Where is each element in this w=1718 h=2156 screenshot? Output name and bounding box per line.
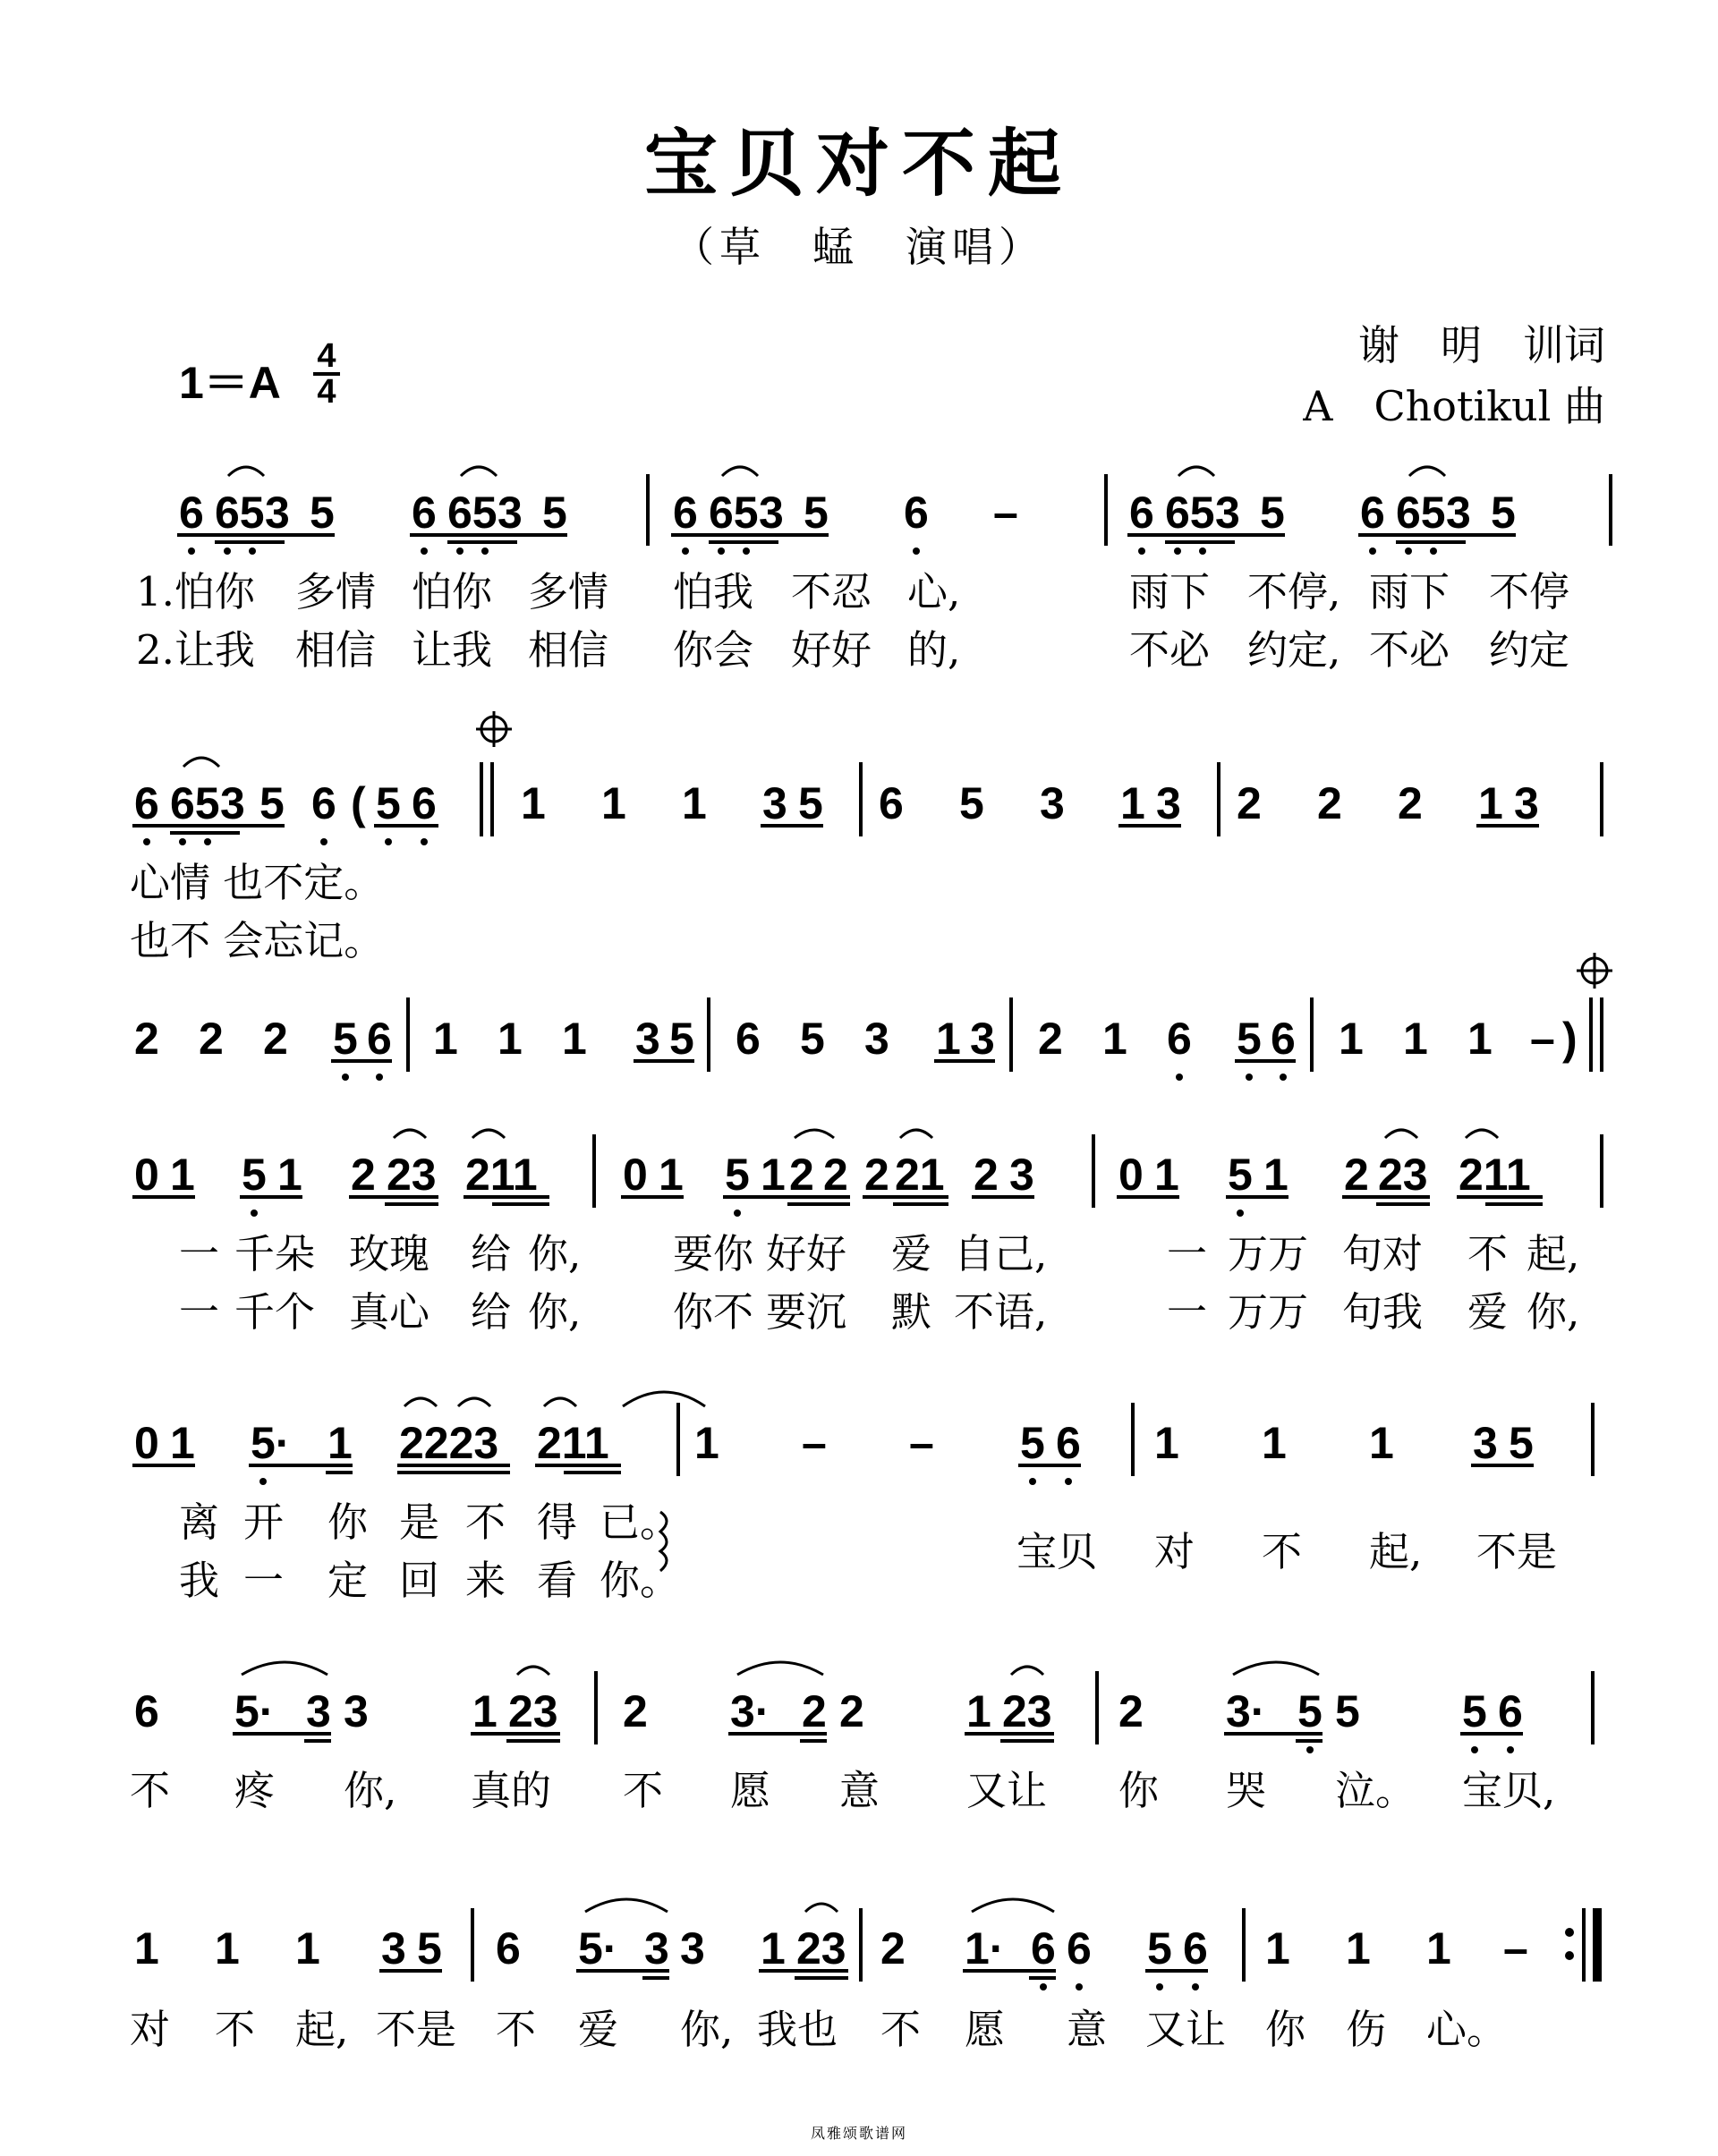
svg-text:5: 5 bbox=[1297, 1686, 1323, 1736]
svg-text:1: 1 bbox=[562, 1014, 587, 1064]
svg-text:6: 6 bbox=[1129, 488, 1154, 538]
song-title: 宝贝对不起 bbox=[643, 121, 1074, 207]
line-2-dots bbox=[143, 838, 428, 845]
svg-text:5: 5 bbox=[1228, 1150, 1253, 1200]
svg-text:23: 23 bbox=[508, 1686, 558, 1736]
svg-text:6: 6 bbox=[1360, 488, 1385, 538]
lyric-word: 不是 bbox=[376, 2006, 457, 2053]
lyric-word: 一 bbox=[179, 1288, 220, 1336]
lyric-word: 定 bbox=[327, 1557, 369, 1604]
svg-text:2: 2 bbox=[880, 1923, 906, 1974]
svg-text:0: 0 bbox=[134, 1150, 159, 1200]
svg-text:–: – bbox=[1530, 1014, 1555, 1064]
lyric-word: 哭 bbox=[1226, 1767, 1267, 1814]
svg-text:6: 6 bbox=[736, 1014, 761, 1064]
svg-text:0: 0 bbox=[1118, 1150, 1144, 1200]
svg-text:1: 1 bbox=[134, 1923, 159, 1974]
svg-text:–: – bbox=[909, 1418, 934, 1468]
svg-text:1: 1 bbox=[1467, 1014, 1493, 1064]
svg-text:1: 1 bbox=[1369, 1418, 1394, 1468]
lyric-word: 怕我 bbox=[673, 568, 754, 615]
svg-text:23: 23 bbox=[1002, 1686, 1052, 1736]
lyrics-line-2-verse-1: 心情 也不定。 bbox=[130, 859, 385, 906]
svg-text:6: 6 bbox=[1271, 1014, 1296, 1064]
svg-text:2223: 2223 bbox=[399, 1418, 499, 1468]
svg-text:5: 5 bbox=[1509, 1418, 1534, 1468]
lyric-word: 你会 bbox=[673, 626, 754, 674]
lyric-word: 我 bbox=[179, 1557, 220, 1604]
lyric-word: 对 bbox=[130, 2006, 171, 2053]
svg-text:5: 5 bbox=[798, 778, 823, 828]
svg-text:3: 3 bbox=[1009, 1150, 1034, 1200]
svg-text:6: 6 bbox=[1067, 1923, 1092, 1974]
score-line-2 bbox=[134, 778, 1539, 828]
lyric-word: 不停, bbox=[1247, 568, 1341, 615]
svg-text:3: 3 bbox=[970, 1014, 995, 1064]
svg-text:1: 1 bbox=[295, 1923, 320, 1974]
svg-text:–: – bbox=[993, 488, 1018, 538]
lyric-word: 来 bbox=[465, 1557, 506, 1604]
lyric-word: 约定 bbox=[1489, 626, 1570, 674]
svg-text:65: 65 bbox=[709, 488, 759, 538]
svg-text:5: 5 bbox=[310, 488, 335, 538]
lyric-word: 已。 bbox=[600, 1498, 681, 1546]
lyric-word: 又让 bbox=[1145, 2006, 1227, 2053]
lyric-word: 开 bbox=[243, 1498, 285, 1546]
lyric-word: 不必 bbox=[1129, 626, 1211, 674]
svg-text:1: 1 bbox=[1265, 1923, 1290, 1974]
svg-text:211: 211 bbox=[1459, 1150, 1531, 1200]
svg-text:2: 2 bbox=[1344, 1150, 1369, 1200]
svg-text:3: 3 bbox=[680, 1923, 705, 1974]
svg-text:3: 3 bbox=[864, 1014, 889, 1064]
lyric-word: 你 bbox=[1118, 1767, 1160, 1814]
svg-text:6: 6 bbox=[1183, 1923, 1208, 1974]
lyric-word: 雨下 bbox=[1129, 568, 1211, 615]
svg-text:3: 3 bbox=[381, 1923, 406, 1974]
svg-text:5: 5 bbox=[1260, 488, 1285, 538]
lyric-word: 得 bbox=[537, 1498, 578, 1546]
lyric-word: 伤 bbox=[1346, 2006, 1387, 2053]
svg-text:1: 1 bbox=[682, 778, 707, 828]
svg-text:5: 5 bbox=[1237, 1014, 1262, 1064]
svg-text:–: – bbox=[802, 1418, 827, 1468]
lyric-word: 心, bbox=[907, 568, 961, 615]
lyric-word: 不是 bbox=[1476, 1528, 1558, 1575]
svg-text:1: 1 bbox=[472, 1686, 498, 1736]
footer-watermark: 凤雅颂歌谱网 bbox=[810, 2125, 907, 2142]
score-line-1 bbox=[179, 488, 1516, 538]
svg-text:5: 5 bbox=[1147, 1923, 1172, 1974]
lyric-word: 自己, bbox=[954, 1230, 1048, 1277]
lyric-word: 又让 bbox=[966, 1767, 1048, 1814]
lyric-word: 一 bbox=[243, 1557, 285, 1604]
svg-text:5: 5 bbox=[800, 1014, 825, 1064]
lyric-word: 不 bbox=[465, 1498, 506, 1546]
svg-text:0: 0 bbox=[134, 1418, 159, 1468]
key-signature: 1＝A bbox=[179, 358, 281, 408]
svg-text:3: 3 bbox=[220, 778, 245, 828]
lyric-word: 回 bbox=[399, 1557, 440, 1604]
svg-text:23: 23 bbox=[1378, 1150, 1428, 1200]
score-line-5 bbox=[134, 1418, 1534, 1468]
svg-text:5: 5 bbox=[959, 778, 984, 828]
lyric-word: 不 bbox=[215, 2006, 256, 2053]
svg-text:1: 1 bbox=[1154, 1418, 1179, 1468]
lyricist-credit: 谢 明 训词 bbox=[1358, 321, 1605, 369]
svg-text:65: 65 bbox=[170, 778, 220, 828]
svg-text:6: 6 bbox=[367, 1014, 392, 1064]
score-line-4 bbox=[134, 1150, 1531, 1200]
svg-text:6: 6 bbox=[1031, 1923, 1056, 1974]
svg-text:5: 5 bbox=[259, 778, 285, 828]
line-2-slur bbox=[183, 711, 512, 767]
lyric-word: 好好 bbox=[766, 1230, 847, 1277]
svg-text:3: 3 bbox=[306, 1686, 331, 1736]
svg-text:2: 2 bbox=[1237, 778, 1262, 828]
svg-text:5: 5 bbox=[242, 1150, 267, 1200]
score-line-6 bbox=[134, 1686, 1523, 1736]
svg-text:2: 2 bbox=[199, 1014, 224, 1064]
lyric-word: 不 bbox=[130, 1767, 171, 1814]
svg-text:21: 21 bbox=[895, 1150, 945, 1200]
score-line-7 bbox=[134, 1923, 1528, 1974]
lyric-word: 不 bbox=[1262, 1528, 1303, 1575]
lyric-word: 不忍 bbox=[791, 568, 872, 615]
svg-text:5·: 5· bbox=[234, 1686, 275, 1736]
lyric-word: 1.怕你 bbox=[136, 568, 255, 615]
svg-text:3·: 3· bbox=[730, 1686, 770, 1736]
svg-text:6: 6 bbox=[1056, 1418, 1081, 1468]
svg-text:65: 65 bbox=[1396, 488, 1446, 538]
svg-text:1: 1 bbox=[1262, 1418, 1287, 1468]
svg-text:1: 1 bbox=[215, 1923, 240, 1974]
svg-text:2: 2 bbox=[864, 1150, 889, 1200]
lyric-word: 不必 bbox=[1369, 626, 1450, 674]
lyric-word: 意 bbox=[839, 1767, 880, 1814]
lyric-word: 你 bbox=[1265, 2006, 1306, 2053]
lyric-word: 一 bbox=[1167, 1230, 1208, 1277]
svg-text:1: 1 bbox=[1403, 1014, 1428, 1064]
lyric-word: 要你 bbox=[673, 1230, 754, 1277]
svg-text:6: 6 bbox=[904, 488, 929, 538]
svg-text:1: 1 bbox=[936, 1014, 961, 1064]
lyric-word: 爱 bbox=[891, 1230, 932, 1277]
svg-text:1: 1 bbox=[1339, 1014, 1364, 1064]
svg-text:6: 6 bbox=[311, 778, 336, 828]
svg-text:1: 1 bbox=[659, 1150, 684, 1200]
svg-text:65: 65 bbox=[447, 488, 498, 538]
svg-text:3: 3 bbox=[1156, 778, 1181, 828]
svg-text:3: 3 bbox=[1215, 488, 1240, 538]
svg-text:3: 3 bbox=[644, 1923, 669, 1974]
svg-text:1: 1 bbox=[1426, 1923, 1451, 1974]
lyric-word: 起, bbox=[1369, 1528, 1423, 1575]
svg-text:2: 2 bbox=[1118, 1686, 1144, 1736]
svg-text:3: 3 bbox=[1473, 1418, 1498, 1468]
lyric-word: 宝贝 bbox=[1016, 1528, 1098, 1575]
lyric-word: 的, bbox=[907, 626, 961, 674]
lyric-word: 不 bbox=[880, 2006, 922, 2053]
svg-text:5: 5 bbox=[725, 1150, 750, 1200]
lyric-word: 千朵 bbox=[234, 1230, 316, 1277]
svg-text:3: 3 bbox=[1514, 778, 1539, 828]
svg-text:1: 1 bbox=[327, 1418, 353, 1468]
svg-text:–: – bbox=[1503, 1923, 1528, 1974]
lyric-word: 是 bbox=[399, 1498, 440, 1546]
svg-text:5: 5 bbox=[333, 1014, 358, 1064]
svg-text:5: 5 bbox=[417, 1923, 442, 1974]
lyric-word: 爱 bbox=[1467, 1288, 1509, 1336]
line-1-slurs bbox=[228, 467, 1445, 476]
svg-text:6: 6 bbox=[134, 1686, 159, 1736]
svg-text:23: 23 bbox=[387, 1150, 437, 1200]
svg-text:2: 2 bbox=[263, 1014, 288, 1064]
svg-text:1: 1 bbox=[601, 778, 626, 828]
lyric-word: 真的 bbox=[471, 1767, 552, 1814]
svg-text:1: 1 bbox=[694, 1418, 719, 1468]
lyric-word: 离 bbox=[179, 1498, 220, 1546]
svg-text:2: 2 bbox=[823, 1150, 848, 1200]
lyric-word: 不停 bbox=[1489, 568, 1570, 615]
lyric-word: 要沉 bbox=[766, 1288, 847, 1336]
lyric-word: 起, bbox=[1527, 1230, 1580, 1277]
svg-text:6: 6 bbox=[412, 488, 437, 538]
lyric-word: 一 bbox=[179, 1230, 220, 1277]
lyric-word: 起, bbox=[295, 2006, 349, 2053]
svg-text:2: 2 bbox=[974, 1150, 999, 1200]
lyric-word: 玫瑰 bbox=[349, 1230, 430, 1277]
performer-credit: （草 蜢 演唱） bbox=[673, 223, 1045, 271]
lyric-word: 相信 bbox=[528, 626, 609, 674]
svg-text:5: 5 bbox=[1335, 1686, 1360, 1736]
svg-text:1: 1 bbox=[170, 1418, 195, 1468]
svg-text:1: 1 bbox=[1154, 1150, 1179, 1200]
svg-text:3: 3 bbox=[344, 1686, 369, 1736]
lyric-word: 你, bbox=[528, 1288, 582, 1336]
svg-text:1: 1 bbox=[1263, 1150, 1288, 1200]
svg-text:1: 1 bbox=[498, 1014, 523, 1064]
svg-text:2: 2 bbox=[351, 1150, 376, 1200]
lyric-word: 相信 bbox=[295, 626, 377, 674]
lyric-word: 万万 bbox=[1228, 1230, 1309, 1277]
lyric-word: 愿 bbox=[730, 1767, 771, 1814]
svg-text:2: 2 bbox=[1398, 778, 1423, 828]
svg-text:5: 5 bbox=[1491, 488, 1516, 538]
svg-text:5: 5 bbox=[376, 778, 401, 828]
composer-credit: A Chotikul 曲 bbox=[1303, 382, 1605, 430]
svg-text:2: 2 bbox=[789, 1150, 814, 1200]
svg-text:2: 2 bbox=[623, 1686, 648, 1736]
svg-text:2: 2 bbox=[134, 1014, 159, 1064]
lyric-word: 我也 bbox=[757, 2006, 838, 2053]
svg-text:211: 211 bbox=[465, 1150, 538, 1200]
lyric-word: 愿 bbox=[965, 2006, 1006, 2053]
lyric-word: 你, bbox=[528, 1230, 582, 1277]
svg-text:1: 1 bbox=[966, 1686, 991, 1736]
svg-text:3: 3 bbox=[762, 778, 787, 828]
svg-text:3: 3 bbox=[1446, 488, 1471, 538]
svg-text:5·: 5· bbox=[578, 1923, 618, 1974]
svg-text:3: 3 bbox=[635, 1014, 660, 1064]
svg-text:5·: 5· bbox=[251, 1418, 291, 1468]
svg-text:6: 6 bbox=[496, 1923, 521, 1974]
lyric-word: 你 bbox=[327, 1498, 369, 1546]
svg-text:2: 2 bbox=[802, 1686, 827, 1736]
lyric-word: 2.让我 bbox=[136, 626, 255, 674]
lyric-word: 约定, bbox=[1247, 626, 1341, 674]
lyric-word: 你不 bbox=[673, 1288, 754, 1336]
svg-text:65: 65 bbox=[1165, 488, 1215, 538]
time-signature-top: 4 bbox=[317, 337, 336, 375]
svg-text:1: 1 bbox=[1102, 1014, 1127, 1064]
lyric-word: 宝贝, bbox=[1462, 1767, 1556, 1814]
lyric-word: 给 bbox=[471, 1288, 512, 1336]
lyric-word: 意 bbox=[1067, 2006, 1108, 2053]
svg-text:23: 23 bbox=[796, 1923, 846, 1974]
svg-text:6: 6 bbox=[1167, 1014, 1192, 1064]
line-1-dots bbox=[188, 547, 1437, 555]
svg-text:6: 6 bbox=[673, 488, 698, 538]
svg-text:2: 2 bbox=[1317, 778, 1342, 828]
lyric-word: 万万 bbox=[1228, 1288, 1309, 1336]
svg-text:0: 0 bbox=[623, 1150, 648, 1200]
svg-text:6: 6 bbox=[134, 778, 159, 828]
svg-text:6: 6 bbox=[412, 778, 437, 828]
svg-text:5: 5 bbox=[669, 1014, 694, 1064]
lyric-word: 对 bbox=[1154, 1528, 1195, 1575]
svg-text:2: 2 bbox=[839, 1686, 864, 1736]
lyric-word: 默 bbox=[891, 1288, 932, 1336]
svg-text:3: 3 bbox=[759, 488, 784, 538]
lyrics-line-2-verse-2: 也不 会忘记。 bbox=[130, 917, 385, 964]
svg-text:5: 5 bbox=[1462, 1686, 1487, 1736]
lyric-word: 不 bbox=[496, 2006, 537, 2053]
svg-text:5: 5 bbox=[542, 488, 567, 538]
lyric-word: 不语, bbox=[954, 1288, 1048, 1336]
svg-text:1: 1 bbox=[521, 778, 546, 828]
svg-text:1: 1 bbox=[1346, 1923, 1371, 1974]
lyric-word: 句我 bbox=[1342, 1288, 1424, 1336]
svg-text:6: 6 bbox=[879, 778, 904, 828]
svg-text:1: 1 bbox=[170, 1150, 195, 1200]
svg-text:): ) bbox=[1562, 1014, 1578, 1064]
svg-text:2: 2 bbox=[1038, 1014, 1063, 1064]
svg-text:1: 1 bbox=[277, 1150, 302, 1200]
lyric-word: 心。 bbox=[1426, 2006, 1508, 2053]
svg-text:6: 6 bbox=[1498, 1686, 1523, 1736]
lyric-word: 一 bbox=[1167, 1288, 1208, 1336]
svg-text:1·: 1· bbox=[965, 1923, 1005, 1974]
svg-text:(: ( bbox=[351, 778, 366, 828]
lyric-word: 看 bbox=[537, 1557, 578, 1604]
lyric-word: 不 bbox=[623, 1767, 664, 1814]
lyric-word: 让我 bbox=[412, 626, 493, 674]
lyric-word: 爱 bbox=[578, 2006, 619, 2053]
lyric-word: 你, bbox=[1527, 1288, 1580, 1336]
lyric-word: 真心 bbox=[349, 1288, 430, 1336]
lyric-word: 疼 bbox=[234, 1767, 276, 1814]
svg-text:5: 5 bbox=[804, 488, 829, 538]
lyric-word: 你。 bbox=[600, 1557, 681, 1604]
svg-text:3·: 3· bbox=[1226, 1686, 1266, 1736]
svg-text:5: 5 bbox=[1020, 1418, 1045, 1468]
lyric-word: 不 bbox=[1467, 1230, 1509, 1277]
svg-text:3: 3 bbox=[498, 488, 523, 538]
lyric-word: 好好 bbox=[791, 626, 872, 674]
svg-text:3: 3 bbox=[265, 488, 290, 538]
lyric-word: 多情 bbox=[295, 568, 377, 615]
svg-text:6: 6 bbox=[179, 488, 204, 538]
lyric-word: 千个 bbox=[234, 1288, 316, 1336]
svg-text:1: 1 bbox=[761, 1150, 786, 1200]
lyric-word: 你, bbox=[344, 1767, 397, 1814]
svg-text:1: 1 bbox=[1478, 778, 1503, 828]
svg-text:65: 65 bbox=[215, 488, 265, 538]
svg-text:3: 3 bbox=[1040, 778, 1065, 828]
lyric-word: 怕你 bbox=[412, 568, 493, 615]
lyric-word: 泣。 bbox=[1335, 1767, 1416, 1814]
lyric-word: 你, bbox=[680, 2006, 734, 2053]
lyric-word: 雨下 bbox=[1369, 568, 1450, 615]
lyric-word: 多情 bbox=[528, 568, 609, 615]
svg-text:1: 1 bbox=[761, 1923, 786, 1974]
score-line-3 bbox=[134, 1014, 1578, 1064]
lyric-word: 给 bbox=[471, 1230, 512, 1277]
svg-text:1: 1 bbox=[1120, 778, 1145, 828]
svg-text:1: 1 bbox=[433, 1014, 458, 1064]
lyric-word: 句对 bbox=[1342, 1230, 1424, 1277]
time-signature-bottom: 4 bbox=[317, 373, 336, 411]
svg-text:211: 211 bbox=[537, 1418, 609, 1468]
